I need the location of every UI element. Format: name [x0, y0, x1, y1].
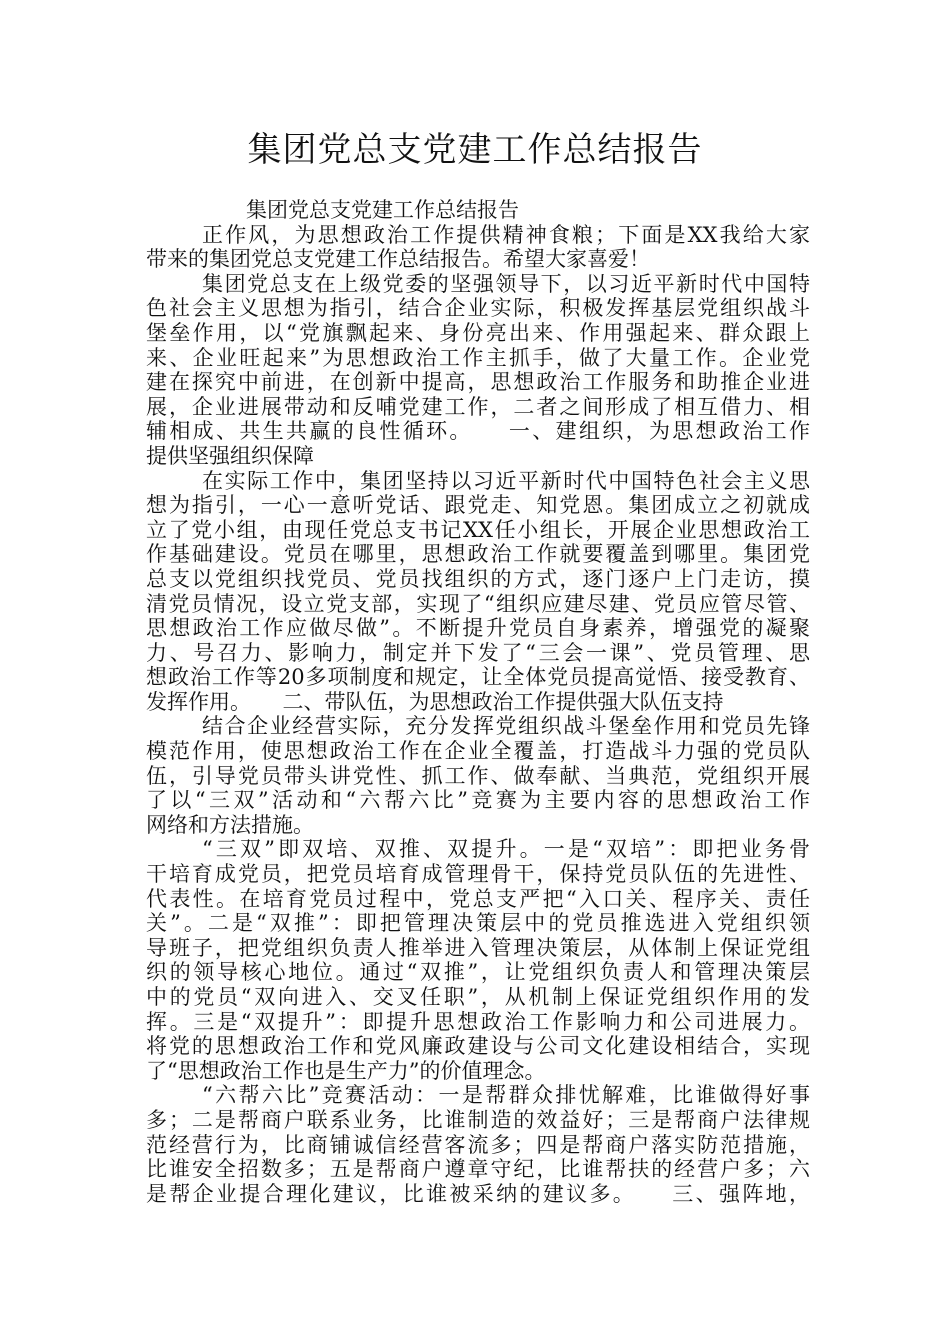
text-line: 比谁安全招数多；五是帮商户遵章守纪，比谁帮扶的经营户多；六 [146, 1157, 810, 1182]
text-line: 展，企业进展带动和反哺党建工作，二者之间形成了相互借力、相 [146, 394, 810, 419]
text-line: 堡垒作用，以“党旗飘起来、身份亮出来、作用强起来、群众跟上 [146, 320, 810, 345]
text-line: 在实际工作中，集团坚持以习近平新时代中国特色社会主义思 [202, 468, 810, 493]
text-line: “六帮六比”竞赛活动：一是帮群众排忧解难，比谁做得好事 [202, 1083, 810, 1108]
text-line: 中的党员“双向进入、交叉任职”，从机制上保证党组织作用的发 [146, 985, 810, 1009]
text-line: 正作风，为思想政治工作提供精神食粮；下面是XX我给大家 [202, 222, 810, 247]
text-line: 提供坚强组织保障 [146, 443, 314, 468]
text-line: 集团党总支在上级党委的坚强领导下，以习近平新时代中国特 [202, 271, 810, 296]
text-line: 作基础建设。党员在哪里，思想政治工作就要覆盖到哪里。集团党 [146, 542, 810, 567]
text-line: 力、号召力、影响力，制定并下发了“三会一课”、党员管理、思 [146, 640, 810, 665]
text-line: 代表性。在培育党员过程中，党总支严把“入口关、程序关、责任 [146, 886, 810, 911]
text-line: 思想政治工作应做尽做”。不断提升党员自身素养，增强党的凝聚 [146, 616, 810, 641]
text-line: 总支以党组织找党员、党员找组织的方式，逐门逐户上门走访，摸 [146, 566, 810, 591]
text-line: 辅相成、共生共赢的良性循环。 一、建组织，为思想政治工作 [146, 419, 810, 444]
text-line: 模范作用，使思想政治工作在企业全覆盖，打造战斗力强的党员队 [146, 739, 810, 764]
text-line: 想为指引，一心一意听党话、跟党走、知党恩。集团成立之初就成 [146, 493, 810, 518]
text-line: 色社会主义思想为指引，结合企业实际，积极发挥基层党组织战斗 [146, 296, 810, 321]
text-line: 多；二是帮商户联系业务，比谁制造的效益好；三是帮商户法律规 [146, 1107, 810, 1132]
text-line: 建在探究中前进，在创新中提高，思想政治工作服务和助推企业进 [146, 370, 810, 395]
text-line: 结合企业经营实际，充分发挥党组织战斗堡垒作用和党员先锋 [202, 714, 810, 739]
text-line: 带来的集团党总支党建工作总结报告。希望大家喜爱！ [146, 247, 650, 272]
text-line: 立了党小组，由现任党总支书记XX任小组长，开展企业思想政治工 [146, 517, 810, 542]
text-line: 挥。三是“双提升”：即提升思想政治工作影响力和公司进展力。 [146, 1009, 810, 1034]
text-line: “三双”即双培、双推、双提升。一是“双培”：即把业务骨 [202, 837, 810, 862]
document-title: 集团党总支党建工作总结报告 [247, 130, 703, 170]
text-line: 导班子，把党组织负责人推举进入管理决策层，从体制上保证党组 [146, 935, 810, 960]
document-body [146, 198, 810, 1206]
text-line: 清党员情况，设立党支部，实现了“组织应建尽建、党员应管尽管、 [146, 591, 810, 616]
text-line: 了“思想政治工作也是生产力”的价值理念。 [146, 1058, 546, 1083]
text-line: 集团党总支党建工作总结报告 [246, 198, 519, 222]
text-line: 想政治工作等20多项制度和规定，让全体党员提高觉悟、接受教育、 [146, 665, 810, 690]
text-line: 干培育成党员，把党员培育成管理骨干，保持党员队伍的先进性、 [146, 862, 810, 887]
text-line: 来、企业旺起来”为思想政治工作主抓手，做了大量工作。企业党 [146, 345, 810, 370]
text-line: 将党的思想政治工作和党风廉政建设与公司文化建设相结合，实现 [146, 1034, 810, 1059]
text-line: 伍，引导党员带头讲党性、抓工作、做奉献、当典范，党组织开展 [146, 763, 810, 788]
text-line: 网络和方法措施。 [146, 812, 314, 837]
text-line: 织的领导核心地位。通过“双推”，让党组织负责人和管理决策层 [146, 960, 810, 985]
text-line: 范经营行为，比商铺诚信经营客流多；四是帮商户落实防范措施， [146, 1132, 810, 1157]
text-line: 是帮企业提合理化建议，比谁被采纳的建议多。 三、强阵地， [146, 1181, 810, 1206]
text-line: 关”。二是“双推”：即把管理决策层中的党员推选进入党组织领 [146, 911, 810, 936]
text-line: 了以“三双”活动和“六帮六比”竞赛为主要内容的思想政治工作 [146, 788, 810, 813]
text-line: 发挥作用。 二、带队伍，为思想政治工作提供强大队伍支持 [146, 689, 724, 714]
